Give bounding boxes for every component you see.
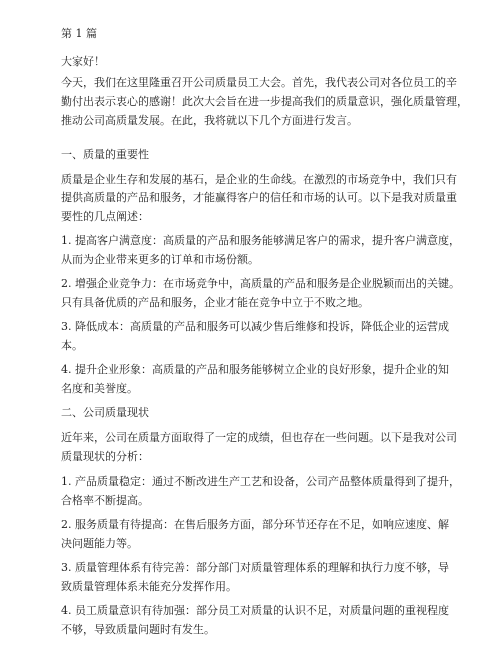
text-line: 不够，导致质量问题时有发生。 bbox=[61, 623, 215, 636]
text-line: 只有具备优质的产品和服务，企业才能在竞争中立于不败之地。 bbox=[61, 296, 369, 309]
text-line: 2. 增强企业竞争力：在市场竞争中，高质量的产品和服务是企业脱颖而出的关键。 bbox=[61, 277, 460, 290]
text-line: 3. 质量管理体系有待完善：部分部门对质量管理体系的理解和执行力度不够，导 bbox=[61, 561, 449, 574]
text-line: 一、质量的重要性 bbox=[61, 148, 149, 161]
text-line: 质量现状的分析： bbox=[61, 450, 149, 463]
text-line: 第 1 篇 bbox=[61, 27, 97, 40]
text-line: 勤付出表示衷心的感谢！此次大会旨在进一步提高我们的质量意识，强化质量管理， bbox=[61, 95, 468, 108]
text-line: 要性的几点阐述： bbox=[61, 210, 149, 223]
text-line: 1. 提高客户满意度：高质量的产品和服务能够满足客户的需求，提升客户满意度， bbox=[61, 234, 460, 247]
text-line: 提供高质量的产品和服务，才能赢得客户的信任和市场的认可。以下是我对质量重 bbox=[61, 191, 457, 204]
text-line: 名度和美誉度。 bbox=[61, 382, 138, 395]
text-line: 大家好！ bbox=[61, 55, 105, 68]
text-line: 近年来，公司在质量方面取得了一定的成绩，但也存在一些问题。以下是我对公司 bbox=[61, 431, 457, 444]
text-line: 4. 提升企业形象：高质量的产品和服务能够树立企业的良好形象，提升企业的知 bbox=[61, 363, 449, 376]
text-line: 今天，我们在这里隆重召开公司质量员工大会。首先，我代表公司对各位员工的辛 bbox=[61, 76, 457, 89]
text-line: 决问题能力等。 bbox=[61, 537, 138, 550]
text-line: 本。 bbox=[61, 339, 83, 352]
text-line: 合格率不断提高。 bbox=[61, 494, 149, 507]
text-line: 从而为企业带来更多的订单和市场份额。 bbox=[61, 253, 259, 266]
text-line: 3. 降低成本：高质量的产品和服务可以减少售后维修和投诉，降低企业的运营成 bbox=[61, 320, 449, 333]
text-line: 1. 产品质量稳定：通过不断改进生产工艺和设备，公司产品整体质量得到了提升， bbox=[61, 475, 460, 488]
text-line: 推动公司高质量发展。在此，我将就以下几个方面进行发言。 bbox=[61, 114, 358, 127]
text-line: 质量是企业生存和发展的基石，是企业的生命线。在激烈的市场竞争中，我们只有 bbox=[61, 173, 457, 186]
text-line: 二、公司质量现状 bbox=[61, 406, 149, 419]
text-line: 2. 服务质量有待提高：在售后服务方面，部分环节还存在不足，如响应速度、解 bbox=[61, 518, 449, 531]
text-line: 致质量管理体系未能充分发挥作用。 bbox=[61, 580, 237, 593]
text-line: 4. 员工质量意识有待加强：部分员工对质量的认识不足，对质量问题的重视程度 bbox=[61, 604, 449, 617]
